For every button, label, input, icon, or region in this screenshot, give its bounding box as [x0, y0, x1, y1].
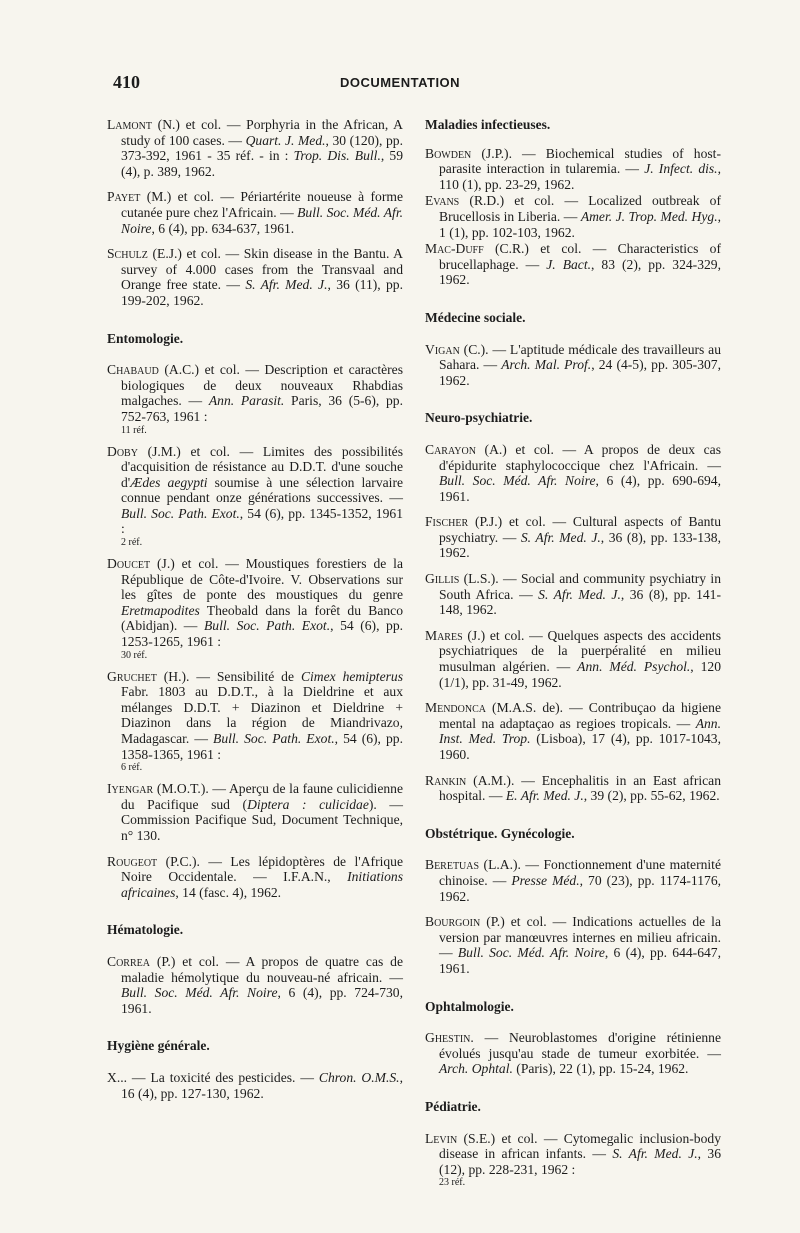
bibliography-entry	[107, 781, 403, 843]
entry-text: (M.A.S. de). — Contribuçao da higiene mental na adaptaçao as regioes tropicals. —	[439, 700, 721, 731]
reference-count: 11 réf.	[121, 424, 147, 436]
bibliography-entry	[107, 669, 403, 763]
entry-author: Payet	[107, 189, 141, 205]
entry-citation: , 59 (4), p. 389, 1962.	[121, 148, 403, 179]
entry-text: (S.E.) et col. — Cytomegalic inclusion-body disease in african infants. —	[439, 1130, 721, 1162]
bibliography-entry	[107, 444, 403, 538]
entry-citation: , 36 (12), pp. 228-231, 1962 :	[439, 1146, 721, 1177]
section-heading: Obstétrique. Gynécologie.	[425, 825, 575, 841]
entry-text: (A.M.). — Encephalitis in an East african hospital. —	[439, 772, 721, 804]
entry-author: Rougeot	[107, 853, 158, 869]
entry-text: (J.) et col. — Moustiques forestiers de la République de Côte-d'Ivoire. V. Observations sur les gîtes de ponte des moustiques du genre	[121, 556, 403, 603]
entry-author: Chabaud	[107, 362, 159, 378]
bibliography-entry	[425, 193, 721, 240]
entry-journal: Presse Méd.	[511, 872, 580, 888]
entry-citation: Theobald dans la forêt du Banco (Abidjan). —	[121, 602, 403, 634]
section-heading: Hématologie.	[107, 922, 184, 938]
entry-journal: Arch. Ophtal.	[439, 1061, 513, 1077]
bibliography-entry	[425, 628, 721, 690]
entry-citation: Paris, 36 (5-6), pp. 752-763, 1961 :	[121, 393, 403, 424]
entry-text: (N.) et col. — Porphyria in the African, A study of 100 cases. —	[121, 117, 403, 148]
entry-citation: , 6 (4), pp. 724-730, 1961.	[121, 985, 403, 1016]
entry-citation: , 54 (6), pp. 1345-1352, 1961 :	[121, 505, 403, 537]
entry-text: (P.) et col. — A propos de quatre cas de maladie hémolytique du nouveau-né africain. —	[121, 953, 403, 985]
bibliography-entry	[107, 854, 403, 901]
entry-citation: , 83 (2), pp. 324-329, 1962.	[439, 256, 721, 288]
bibliography-entry	[107, 189, 403, 236]
entry-journal: Ann. Méd. Psychol.	[577, 659, 691, 675]
bibliography-entry	[425, 146, 721, 193]
page-number: 410	[113, 72, 140, 92]
section-heading: Hygiène générale.	[107, 1038, 210, 1054]
entry-citation: Fabr. 1803 au D.D.T., à la Dieldrine et aux mélanges D.D.T. + Diazinon et Dieldrine + Diazinon dans la région de Miandrivazo, Madagascar. —	[121, 684, 403, 746]
entry-text: (M.O.T.). — Aperçu de la faune culicidienne du Pacifique sud (	[121, 781, 403, 812]
bibliography-entry	[425, 914, 721, 976]
entry-text: (J.M.) et col. — Limites des possibilités d'acquisition de résistance au D.D.T. d'une souche d'	[121, 443, 403, 490]
reference-count: 6 réf.	[121, 762, 143, 774]
entry-journal: Trop. Dis. Bull.	[293, 148, 381, 164]
bibliography-entry	[425, 1131, 721, 1178]
section-heading: Maladies infectieuses.	[425, 117, 551, 132]
section-heading: Neuro-psychiatrie.	[425, 410, 533, 426]
entry-journal: Bull. Soc. Méd. Afr. Noire	[439, 473, 596, 489]
entry-citation: soumise à une sélection larvaire connue pendant onze générations successives. —	[121, 474, 404, 506]
entry-author: Mac-Duff	[425, 241, 484, 257]
entry-author: Iyengar	[107, 781, 154, 797]
section-heading: Entomologie.	[107, 330, 184, 346]
entry-author: Mares	[425, 627, 463, 643]
entry-author: Schulz	[107, 246, 148, 262]
entry-journal: Cimex hemipterus	[300, 668, 403, 684]
entry-text: — La toxicité des pesticides. —	[127, 1069, 319, 1085]
entry-author: Rankin	[425, 772, 467, 788]
entry-journal: Bull. Soc. Path. Exot.	[203, 618, 331, 634]
bibliography-entry	[425, 773, 721, 804]
reference-count: 23 réf.	[439, 1177, 466, 1189]
entry-journal: Chron. O.M.S.	[318, 1069, 400, 1085]
entry-author: X...	[107, 1069, 128, 1085]
entry-journal: Bull. Soc. Méd. Afr. Noire	[121, 204, 404, 236]
entry-author: Lamont	[107, 117, 152, 132]
entry-author: Doby	[107, 443, 138, 459]
section-heading: Ophtalmologie.	[425, 998, 514, 1014]
entry-journal: Ædes aegypti	[130, 474, 208, 490]
entry-citation: ). — Commission Pacifique Sud, Document Technique, n° 130.	[121, 796, 404, 843]
entry-author: Evans	[425, 193, 460, 209]
entry-citation: , 24 (4-5), pp. 305-307, 1962.	[439, 357, 721, 388]
entry-journal: Ann. Parasit.	[208, 393, 285, 409]
entry-author: Ghestin	[425, 1030, 471, 1046]
entry-text: (H.). — Sensibilité de	[156, 668, 301, 684]
entry-text: (L.S.). — Social and community psychiatry in South Africa. —	[439, 571, 721, 602]
entry-author: Gillis	[425, 571, 460, 587]
entry-journal: Amer. J. Trop. Med. Hyg.	[580, 208, 718, 224]
entry-text: (R.D.) et col. — Localized outbreak of Brucellosis in Liberia. —	[439, 193, 721, 224]
bibliography-entry	[425, 442, 721, 504]
bibliography-entry	[425, 241, 721, 288]
running-head: DOCUMENTATION	[339, 75, 461, 90]
entry-citation: , 39 (2), pp. 55-62, 1962.	[583, 788, 720, 804]
entry-citation: (Paris), 22 (1), pp. 15-24, 1962.	[512, 1061, 689, 1077]
entry-journal: E. Afr. Med. J.	[505, 788, 584, 804]
entry-journal: Quart. J. Med.	[245, 132, 326, 148]
entry-citation: (Lisboa), 17 (4), pp. 1017-1043, 1960.	[439, 731, 721, 762]
entry-citation: , 30 (120), pp. 373-392, 1961 - 35 réf. - in :	[121, 132, 403, 164]
bibliography-entry	[425, 700, 721, 762]
entry-author: Mendonca	[425, 700, 486, 716]
entry-citation: , 1 (1), pp. 102-103, 1962.	[439, 208, 721, 240]
entry-citation: , 36 (8), pp. 133-138, 1962.	[439, 529, 721, 561]
entry-journal: S. Afr. Med. J.	[245, 277, 328, 293]
entry-text: (M.) et col. — Périartérite noueuse à forme cutanée pure chez l'Africain. —	[121, 189, 403, 220]
entry-journal: Ann. Inst. Med. Trop.	[439, 715, 721, 747]
entry-author: Gruchet	[107, 668, 157, 684]
entry-text: (C.R.) et col. — Characteristics of brucellaphage. —	[439, 241, 721, 272]
entry-author: Correa	[107, 953, 150, 969]
entry-author: Bourgoin	[425, 914, 481, 930]
section-heading: Pédiatrie.	[425, 1098, 481, 1114]
reference-count: 2 réf.	[121, 537, 143, 549]
entry-text: (A.C.) et col. — Description et caractères biologiques de deux nouveaux Rhabdias malgaches. —	[121, 362, 403, 409]
entry-text: (J.) et col. — Quelques aspects des accidents psychiatriques de la puerpéralité en milieu musulman algérien. —	[439, 627, 721, 675]
entry-text: (P.J.) et col. — Cultural aspects of Bantu psychiatry. —	[439, 514, 721, 545]
entry-citation: , 120 (1/1), pp. 31-49, 1962.	[439, 659, 722, 690]
page-header	[0, 72, 800, 94]
entry-citation: , 110 (1), pp. 23-29, 1962.	[439, 161, 721, 192]
entry-citation: , 54 (6), pp. 1253-1265, 1961 :	[121, 618, 404, 650]
entry-journal: Eretmapodites	[121, 602, 200, 618]
entry-journal: S. Afr. Med. J.	[538, 586, 621, 602]
entry-citation: , 54 (6), pp. 1358-1365, 1961 :	[121, 731, 403, 762]
bibliography-entry	[425, 571, 721, 618]
bibliography-entry	[425, 342, 721, 389]
entry-citation: , 6 (4), pp. 634-637, 1961.	[151, 220, 295, 236]
entry-journal: S. Afr. Med. J.	[520, 529, 601, 545]
bibliography-entry	[107, 954, 403, 1016]
entry-journal: Arch. Mal. Prof.	[501, 357, 592, 373]
bibliography-entry	[425, 514, 721, 561]
entry-citation: , 6 (4), pp. 690-694, 1961.	[439, 473, 721, 504]
entry-text: (L.A.). — Fonctionnement d'une maternité chinoise. —	[439, 857, 721, 888]
right-column	[425, 117, 721, 1196]
entry-journal: Bull. Soc. Méd. Afr. Noire	[121, 985, 278, 1001]
bibliography-entry	[107, 362, 403, 424]
entry-text: (C.). — L'aptitude médicale des travailleurs au Sahara. —	[439, 341, 721, 373]
entry-text: (P.C.). — Les lépidoptères de l'Afrique Noire Occidentale. — I.F.A.N.,	[121, 853, 403, 885]
entry-citation: , 6 (4), pp. 644-647, 1961.	[439, 945, 721, 976]
entry-journal: J. Bact.	[546, 256, 592, 272]
entry-citation: , 70 (23), pp. 1174-1176, 1962.	[439, 872, 722, 904]
entry-text: . — Neuroblastomes d'origine rétinienne évolués jusqu'au stade de tumeur exorbitée. —	[439, 1030, 721, 1061]
entry-citation: , 36 (8), pp. 141-148, 1962.	[439, 586, 721, 618]
entry-journal: J. Infect. dis.	[644, 161, 718, 177]
bibliography-entry	[425, 857, 721, 904]
entry-author: Vigan	[425, 341, 460, 357]
entry-author: Beretuas	[425, 857, 480, 873]
entry-journal: Bull. Soc. Méd. Afr. Noire	[457, 945, 605, 961]
entry-author: Carayon	[425, 441, 476, 457]
entry-journal: Bull. Soc. Path. Exot.	[213, 731, 335, 746]
bibliography-entry	[107, 556, 403, 650]
entry-journal: Bull. Soc. Path. Exot.	[121, 505, 240, 521]
entry-citation: , 16 (4), pp. 127-130, 1962.	[121, 1069, 403, 1101]
left-column	[107, 117, 403, 1111]
entry-author: Bowden	[425, 145, 472, 161]
entry-citation: , 36 (11), pp. 199-202, 1962.	[121, 277, 403, 308]
bibliography-entry	[107, 1070, 403, 1101]
entry-text: (E.J.) et col. — Skin disease in the Bantu. A survey of 4.000 cases from the Transvaal and Orange free state. —	[121, 246, 403, 293]
entry-text: (J.P.). — Biochemical studies of host-parasite interaction in tularemia. —	[439, 145, 721, 177]
entry-journal: Initiations africaines	[121, 869, 403, 900]
bibliography-entry	[107, 246, 403, 308]
reference-count: 30 réf.	[121, 649, 148, 661]
entry-author: Levin	[425, 1130, 458, 1146]
bibliography-entry	[107, 117, 403, 179]
entry-citation: , 14 (fasc. 4), 1962.	[175, 884, 282, 900]
entry-text: (P.) et col. — Indications actuelles de la version par manœuvres internes en milieu africain. —	[439, 914, 721, 961]
entry-journal: Diptera : culicidae	[247, 796, 369, 812]
section-heading: Médecine sociale.	[425, 309, 526, 325]
entry-author: Fischer	[425, 514, 469, 530]
bibliography-entry	[425, 1030, 721, 1077]
entry-journal: S. Afr. Med. J.	[612, 1146, 698, 1162]
entry-author: Doucet	[107, 556, 151, 572]
entry-text: (A.) et col. — A propos de deux cas d'épidurite staphylococcique chez l'Africain. —	[439, 441, 721, 473]
